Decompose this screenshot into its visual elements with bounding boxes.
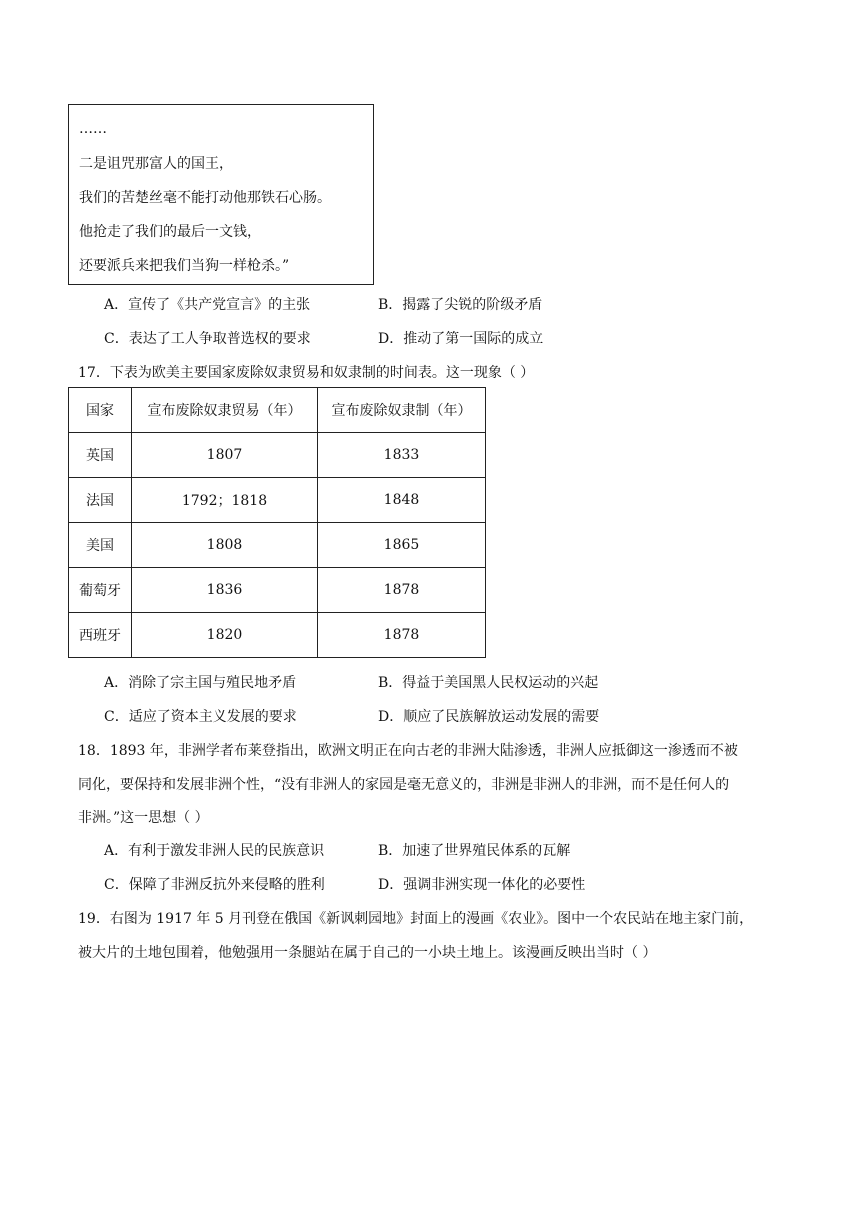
table-cell: 西班牙 bbox=[69, 613, 132, 658]
q18-option-c[interactable]: C．保障了非洲反抗外来侵略的胜利 bbox=[104, 877, 325, 893]
table-cell: 1878 bbox=[318, 613, 486, 658]
q16-option-b[interactable]: B．揭露了尖锐的阶级矛盾 bbox=[378, 297, 543, 313]
table-row bbox=[69, 433, 486, 478]
table-cell: 1865 bbox=[318, 523, 486, 568]
q18-stem-line: 18．1893 年，非洲学者布莱登指出，欧洲文明正在向古老的非洲大陆渗透，非洲人应抵御这一渗透而不被 bbox=[78, 743, 738, 759]
q17-option-d[interactable]: D．顺应了民族解放运动发展的需要 bbox=[378, 709, 600, 725]
q17-option-c[interactable]: C．适应了资本主义发展的要求 bbox=[104, 709, 297, 725]
poem-line: 他抢走了我们的最后一文钱， bbox=[79, 224, 261, 240]
table-row bbox=[69, 613, 486, 658]
table-cell: 英国 bbox=[69, 433, 132, 478]
table-row bbox=[69, 523, 486, 568]
q16-option-c[interactable]: C．表达了工人争取普选权的要求 bbox=[104, 331, 311, 347]
q16-option-a[interactable]: A．宣传了《共产党宣言》的主张 bbox=[104, 297, 311, 313]
table-cell: 1792；1818 bbox=[132, 478, 318, 523]
poem-line: …… bbox=[79, 121, 107, 137]
table-cell: 1848 bbox=[318, 478, 486, 523]
q16-option-d[interactable]: D．推动了第一国际的成立 bbox=[378, 331, 544, 347]
table-cell: 1878 bbox=[318, 568, 486, 613]
table-header-row bbox=[69, 388, 486, 433]
quote-box bbox=[68, 104, 374, 285]
table-cell: 美国 bbox=[69, 523, 132, 568]
table-header: 宣布废除奴隶制（年） bbox=[318, 388, 486, 433]
q17-stem: 17．下表为欧美主要国家废除奴隶贸易和奴隶制的时间表。这一现象（ ） bbox=[78, 365, 535, 381]
q19-stem-line: 19．右图为 1917 年 5 月刊登在俄国《新讽刺园地》封面上的漫画《农业》。图中一个农民站在地主家门前， bbox=[78, 911, 754, 927]
table-row bbox=[69, 568, 486, 613]
table-row bbox=[69, 478, 486, 523]
table-cell: 1833 bbox=[318, 433, 486, 478]
poem-line: 我们的苦楚丝毫不能打动他那铁石心肠。 bbox=[79, 190, 331, 206]
q18-stem-line: 非洲。”这一思想（ ） bbox=[78, 810, 209, 826]
q18-option-a[interactable]: A．有利于激发非洲人民的民族意识 bbox=[104, 843, 325, 859]
q18-option-b[interactable]: B．加速了世界殖民体系的瓦解 bbox=[378, 843, 571, 859]
poem-line: 还要派兵来把我们当狗一样枪杀。” bbox=[79, 258, 290, 274]
table-cell: 1807 bbox=[132, 433, 318, 478]
poem-line: 二是诅咒那富人的国王， bbox=[79, 156, 233, 172]
table-cell: 法国 bbox=[69, 478, 132, 523]
table-header: 宣布废除奴隶贸易（年） bbox=[132, 388, 318, 433]
table-cell: 1808 bbox=[132, 523, 318, 568]
slavery-abolition-table bbox=[68, 387, 486, 658]
q19-stem-line: 被大片的土地包围着，他勉强用一条腿站在属于自己的一小块土地上。该漫画反映出当时（ ） bbox=[78, 945, 657, 961]
table-header: 国家 bbox=[69, 388, 132, 433]
table-cell: 1820 bbox=[132, 613, 318, 658]
q17-option-b[interactable]: B．得益于美国黑人民权运动的兴起 bbox=[378, 675, 599, 691]
q17-option-a[interactable]: A．消除了宗主国与殖民地矛盾 bbox=[104, 675, 297, 691]
table-cell: 1836 bbox=[132, 568, 318, 613]
q18-option-d[interactable]: D．强调非洲实现一体化的必要性 bbox=[378, 877, 586, 893]
q18-stem-line: 同化，要保持和发展非洲个性，“没有非洲人的家园是毫无意义的，非洲是非洲人的非洲，而不是任何人的 bbox=[78, 777, 730, 793]
table-cell: 葡萄牙 bbox=[69, 568, 132, 613]
